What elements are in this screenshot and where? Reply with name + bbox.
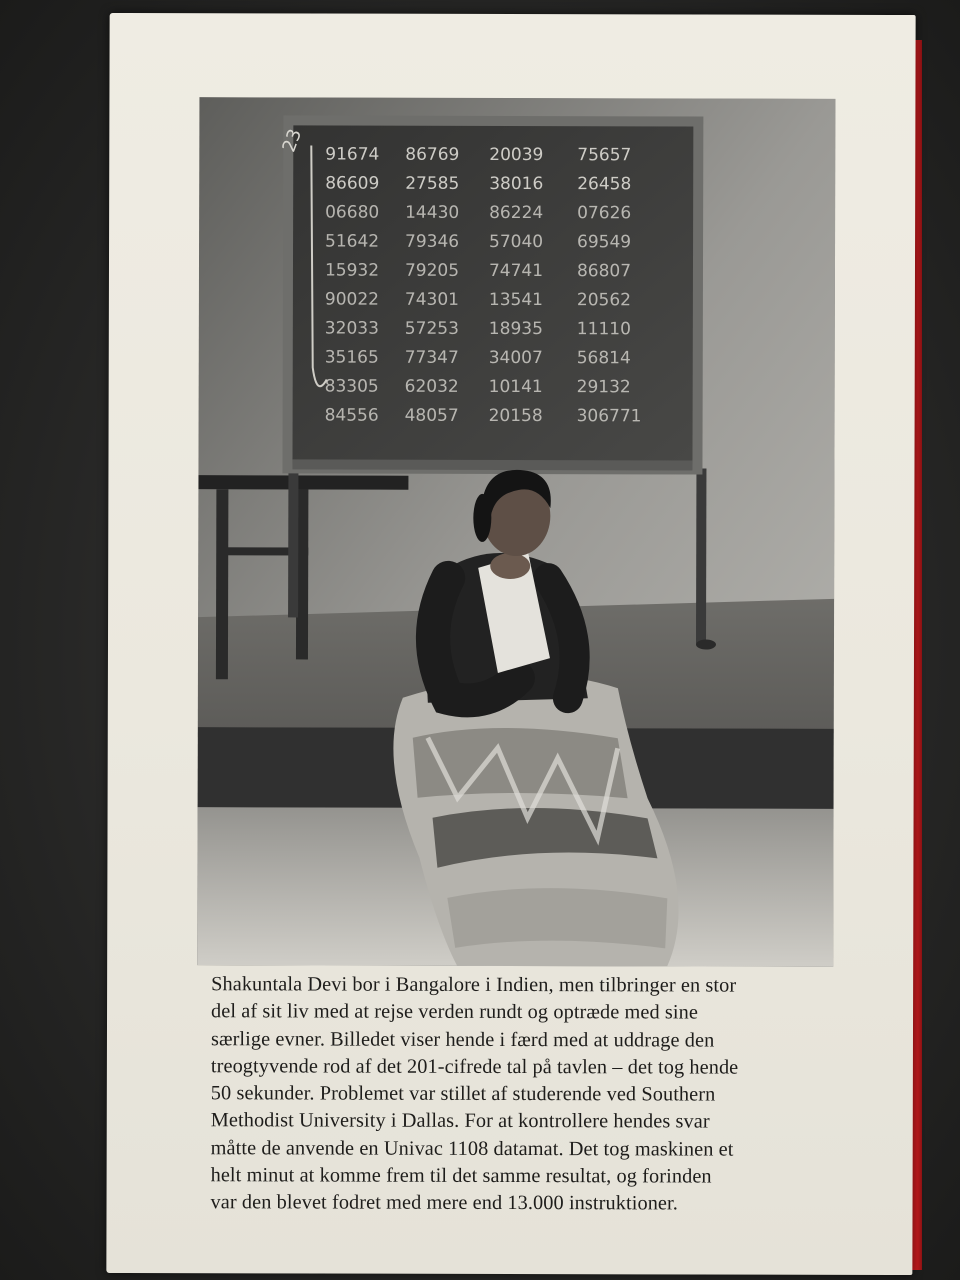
chalkboard-number: 29132 bbox=[576, 377, 631, 398]
chalkboard-number: 56814 bbox=[576, 348, 631, 369]
chalkboard-number: 86807 bbox=[576, 261, 632, 282]
caption-line: treogtyvende rod af det 201-cifrede tal på tavlen – det tog hende bbox=[210, 1055, 739, 1079]
chalkboard-number: 86609 bbox=[325, 173, 380, 194]
chalkboard-number: 34007 bbox=[488, 347, 543, 369]
chalkboard-number: 91674 bbox=[325, 144, 380, 165]
caption-line: 50 sekunder. Problemet var stillet af studerende ved Southern bbox=[210, 1082, 716, 1106]
chalkboard-number: 51642 bbox=[325, 231, 380, 252]
caption-line: måtte de anvende en Univac 1108 datamat. Det tog maskinen et bbox=[210, 1136, 734, 1161]
chalkboard-number: 74301 bbox=[404, 289, 460, 310]
chalkboard-number: 18935 bbox=[488, 318, 543, 340]
chalkboard-number: 62032 bbox=[404, 376, 459, 397]
photograph bbox=[197, 97, 835, 967]
chalkboard-number: 84556 bbox=[324, 405, 379, 426]
chalkboard-number: 26458 bbox=[577, 174, 632, 195]
chalkboard-number: 79346 bbox=[405, 231, 460, 252]
chalkboard-number: 38016 bbox=[489, 173, 544, 195]
chalkboard-number: 74741 bbox=[488, 260, 544, 282]
chalkboard-number: 48057 bbox=[404, 405, 459, 426]
chalkboard-number: 57040 bbox=[489, 231, 544, 253]
chalkboard-number: 57253 bbox=[404, 318, 459, 339]
book-back-cover bbox=[106, 13, 915, 1275]
chalkboard-number: 14430 bbox=[405, 202, 460, 223]
chalkboard-number: 90022 bbox=[324, 289, 380, 310]
chalkboard-number: 27585 bbox=[405, 173, 460, 194]
chalkboard-number: 69549 bbox=[577, 232, 632, 253]
chalkboard-number: 35165 bbox=[324, 347, 379, 368]
caption-line: Shakuntala Devi bor i Bangalore i Indien, men tilbringer en stor bbox=[211, 973, 737, 997]
chalkboard-number: 79205 bbox=[404, 260, 460, 281]
chalkboard-number: 07626 bbox=[577, 203, 632, 224]
chalkboard-number: 20158 bbox=[488, 405, 543, 427]
caption bbox=[210, 971, 831, 1218]
chalkboard-number: 86769 bbox=[405, 144, 460, 165]
photo-scene bbox=[197, 97, 835, 967]
caption-line: del af sit liv med at rejse verden rundt og optræde med sine bbox=[211, 1000, 699, 1024]
chalkboard-number: 10141 bbox=[488, 376, 543, 398]
chalkboard-number: 06680 bbox=[325, 202, 380, 223]
chalkboard-index: 23 bbox=[278, 126, 307, 155]
chalkboard-number: 32033 bbox=[324, 318, 379, 339]
chalkboard-number: 86224 bbox=[489, 202, 544, 224]
caption-line: Methodist University i Dallas. For at kontrollere hendes svar bbox=[210, 1109, 710, 1134]
chalkboard-number: 306771 bbox=[576, 406, 642, 427]
chalkboard-number: 11110 bbox=[576, 319, 631, 340]
chalkboard-number: 75657 bbox=[577, 145, 632, 166]
chalkboard-number: 15932 bbox=[324, 260, 380, 281]
caption-line: helt minut at komme frem til det samme resultat, og forinden bbox=[210, 1164, 712, 1188]
chalkboard-number: 13541 bbox=[488, 289, 544, 311]
chalkboard-number: 20039 bbox=[489, 144, 544, 166]
caption-line: særlige evner. Billedet viser hende i færd med at uddrage den bbox=[210, 1027, 715, 1052]
chalkboard-number: 20562 bbox=[576, 290, 632, 311]
chalkboard-number: 83305 bbox=[324, 376, 379, 397]
caption-line: var den blevet fodret med mere end 13.000 instruktioner. bbox=[210, 1191, 679, 1215]
chalkboard-number: 77347 bbox=[404, 347, 459, 368]
